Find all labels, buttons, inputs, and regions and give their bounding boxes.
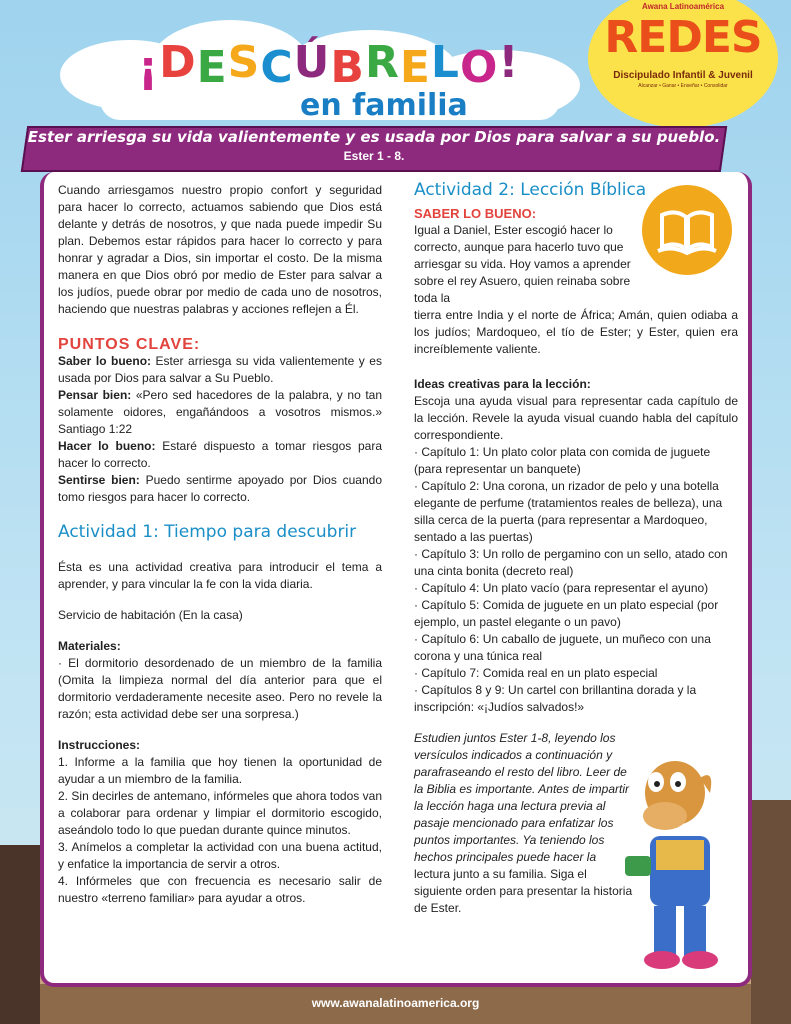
activity-2-title: Actividad 2: Lección Bíblica bbox=[414, 180, 647, 200]
saber-text-narrow: Igual a Daniel, Ester escogió hacer lo correcto, aunque para hacerlo tuvo que arriesgar su vida. Hoy vamos a aprender sobre el rey Asuero, quien reinaba sobre toda la bbox=[414, 223, 631, 305]
badge-tagline: Alcanzar • Ganar • Enseñar • Consolidar bbox=[638, 83, 728, 89]
title-letter: E bbox=[196, 42, 228, 93]
lesson-summary: Ester arriesga su vida valientemente y es usada por Dios para salvar a su pueblo. bbox=[27, 128, 721, 146]
badge-subtitle: Discipulado Infantil & Juvenil bbox=[613, 70, 753, 81]
instructions-title-text: Instrucciones: bbox=[58, 738, 141, 752]
instruction-item: 4. Infórmeles que con frecuencia es necesario salir de nuestro «terreno familiar» para ayudar a otros. bbox=[58, 874, 382, 905]
closing-paragraph bbox=[414, 730, 634, 917]
materials-title bbox=[58, 638, 382, 655]
title-letter: S bbox=[227, 37, 261, 88]
activity-1-service: Servicio de habitación (En la casa) bbox=[58, 608, 243, 622]
title-letter: C bbox=[260, 42, 294, 93]
activity-1-intro: Ésta es una actividad creativa para introducir el tema a aprender, y para vincular la fe con la vida diaria. bbox=[58, 560, 382, 591]
key-point bbox=[58, 387, 382, 438]
chapter-item: · Capítulo 6: Un caballo de juguete, un muñeco con una corona y una túnica real bbox=[414, 632, 711, 663]
title-letter: O bbox=[459, 42, 499, 93]
chapter-item: · Capítulo 3: Un rollo de pergamino con un sello, atado con una cinta bonita (decreto real) bbox=[414, 547, 728, 578]
ideas-intro: Escoja una ayuda visual para representar cada capítulo de la lección. Revele la ayuda visual cuando habla del capítulo correspondiente. bbox=[414, 394, 738, 442]
badge-top-text: Awana Latinoamérica bbox=[641, 2, 725, 11]
title-letter: L bbox=[430, 37, 460, 88]
key-point-text: Ester arriesga su vida valientemente y es usada por Dios para salvar a Su Pueblo. bbox=[58, 354, 382, 385]
materials-title-text: Materiales: bbox=[58, 639, 121, 653]
chapter-item: · Capítulo 4: Un plato vacío (para representar el ayuno) bbox=[414, 581, 709, 595]
key-points-title: PUNTOS CLAVE: bbox=[58, 336, 201, 353]
instruction-item: 3. Anímelos a completar la actividad con una buena actitud, y enfatice la importancia de servir a otros. bbox=[58, 840, 382, 871]
left-column bbox=[58, 182, 382, 907]
saber-text: tierra entre India y el norte de África; Amán, quien odiaba a los judíos; Mardoqueo, el tío de Ester; y Ester, quien era increíblemente valiente. bbox=[414, 308, 738, 356]
title-letter: E bbox=[399, 42, 431, 93]
badge-logo-text: REDES bbox=[604, 12, 762, 63]
instruction-item: 2. Sin decirles de antemano, infórmeles que ahora todos van a colaborar para ordenar y limpiar el dormitorio escogido, aseándolo todo lo que puedan durante quince minutos. bbox=[58, 789, 382, 837]
key-point bbox=[58, 353, 382, 387]
chapter-item: · Capítulo 7: Comida real en un plato especial bbox=[414, 666, 658, 680]
camel-mascot bbox=[620, 748, 750, 983]
chapter-item: · Capítulos 8 y 9: Un cartel con brillantina dorada y la inscripción: «¡Judíos salvados!» bbox=[414, 683, 697, 714]
activity-1-title: Actividad 1: Tiempo para descubrir bbox=[58, 522, 357, 542]
ideas-title bbox=[414, 376, 738, 393]
key-point-label: Pensar bien: bbox=[58, 388, 132, 402]
materials-text: · El dormitorio desordenado de un miembro de la familia (Omita la limpieza normal del día anterior para que el dormitorio verdaderamente necesite aseo. Pero no revele la razón; esta actividad debe ser una sorpresa.) bbox=[58, 656, 382, 721]
key-point-label: Saber lo bueno: bbox=[58, 354, 152, 368]
title-letter: ! bbox=[498, 37, 520, 88]
key-point bbox=[58, 438, 382, 472]
closing-italic: Estudien juntos Ester 1-8, leyendo los versículos indicados a continuación y parafraseando el resto del libro. Leer de la Biblia es importante. Antes de impartir la lección haga una lectura previa al pasaje mencionado para enfatizar los puntos importantes. Ya teniendo los hechos principales puede hacer la bbox=[414, 731, 629, 864]
chapter-item: · Capítulo 1: Un plato color plata con comida de juguete (para representar un banquete) bbox=[414, 445, 711, 476]
saber-title: SABER LO BUENO: bbox=[414, 206, 537, 221]
key-point-text: Puedo sentirme apoyado por Dios cuando tomo riesgos para hacer lo correcto. bbox=[58, 473, 382, 504]
footer-url[interactable]: www.awanalatinoamerica.org bbox=[311, 996, 480, 1010]
chapter-item: · Capítulo 2: Una corona, un rizador de pelo y una botella elegante de perfume (tratamientos reales de belleza), una silla cerca de la puerta (para representar a Mardoqueo, sentado a las puertas) bbox=[414, 479, 723, 544]
instruction-item: 1. Informe a la familia que hoy tienen la oportunidad de ayudar a un miembro de la familia. bbox=[58, 755, 382, 786]
key-point-label: Hacer lo bueno: bbox=[58, 439, 156, 453]
key-point-text: Estaré dispuesto a tomar riesgos para hacer lo correcto. bbox=[58, 439, 382, 470]
intro-paragraph: Cuando arriesgamos nuestro propio confort y seguridad para hacer lo correcto, actuamos sabiendo que Dios está delante y detrás de nosotros, y que nada puede impedir Su plan. Debemos estar rápidos para hacer lo correcto y para honrar y agradar a Dios, sin importar el costo. De la misma manera en que Dios obró por medio de Ester para salvar a los judíos, puede obrar por medio de cada uno de nosotros, haciendo que nuestras palabras y acciones reflejen a Él. bbox=[58, 183, 382, 316]
title-letter: ¡ bbox=[138, 42, 160, 93]
key-point-label: Sentirse bien: bbox=[58, 473, 140, 487]
title-letter: R bbox=[364, 37, 400, 88]
page-subtitle: en familia bbox=[300, 88, 468, 123]
closing-plain: lectura junto a su familia. Siga el siguiente orden para presentar la historia de Ester. bbox=[414, 867, 633, 915]
page-title bbox=[138, 37, 520, 93]
instructions-title bbox=[58, 737, 382, 754]
key-point bbox=[58, 472, 382, 506]
castle-wall-right bbox=[751, 800, 791, 1024]
key-point-text: «Pero sed hacedores de la palabra, y no tan solamente oidores, engañándoos a vosotros mismos.» Santiago 1:22 bbox=[58, 388, 382, 436]
title-letter: Ú bbox=[293, 37, 331, 88]
ideas-title-text: Ideas creativas para la lección: bbox=[414, 377, 591, 391]
chapter-item: · Capítulo 5: Comida de juguete en un plato especial (por ejemplo, un pastel elegante o un pavo) bbox=[414, 598, 719, 629]
lesson-banner-text bbox=[24, 128, 724, 163]
lesson-reference: Ester 1 - 8. bbox=[343, 149, 405, 163]
title-letter: D bbox=[159, 37, 197, 88]
title-letter: B bbox=[330, 42, 365, 93]
